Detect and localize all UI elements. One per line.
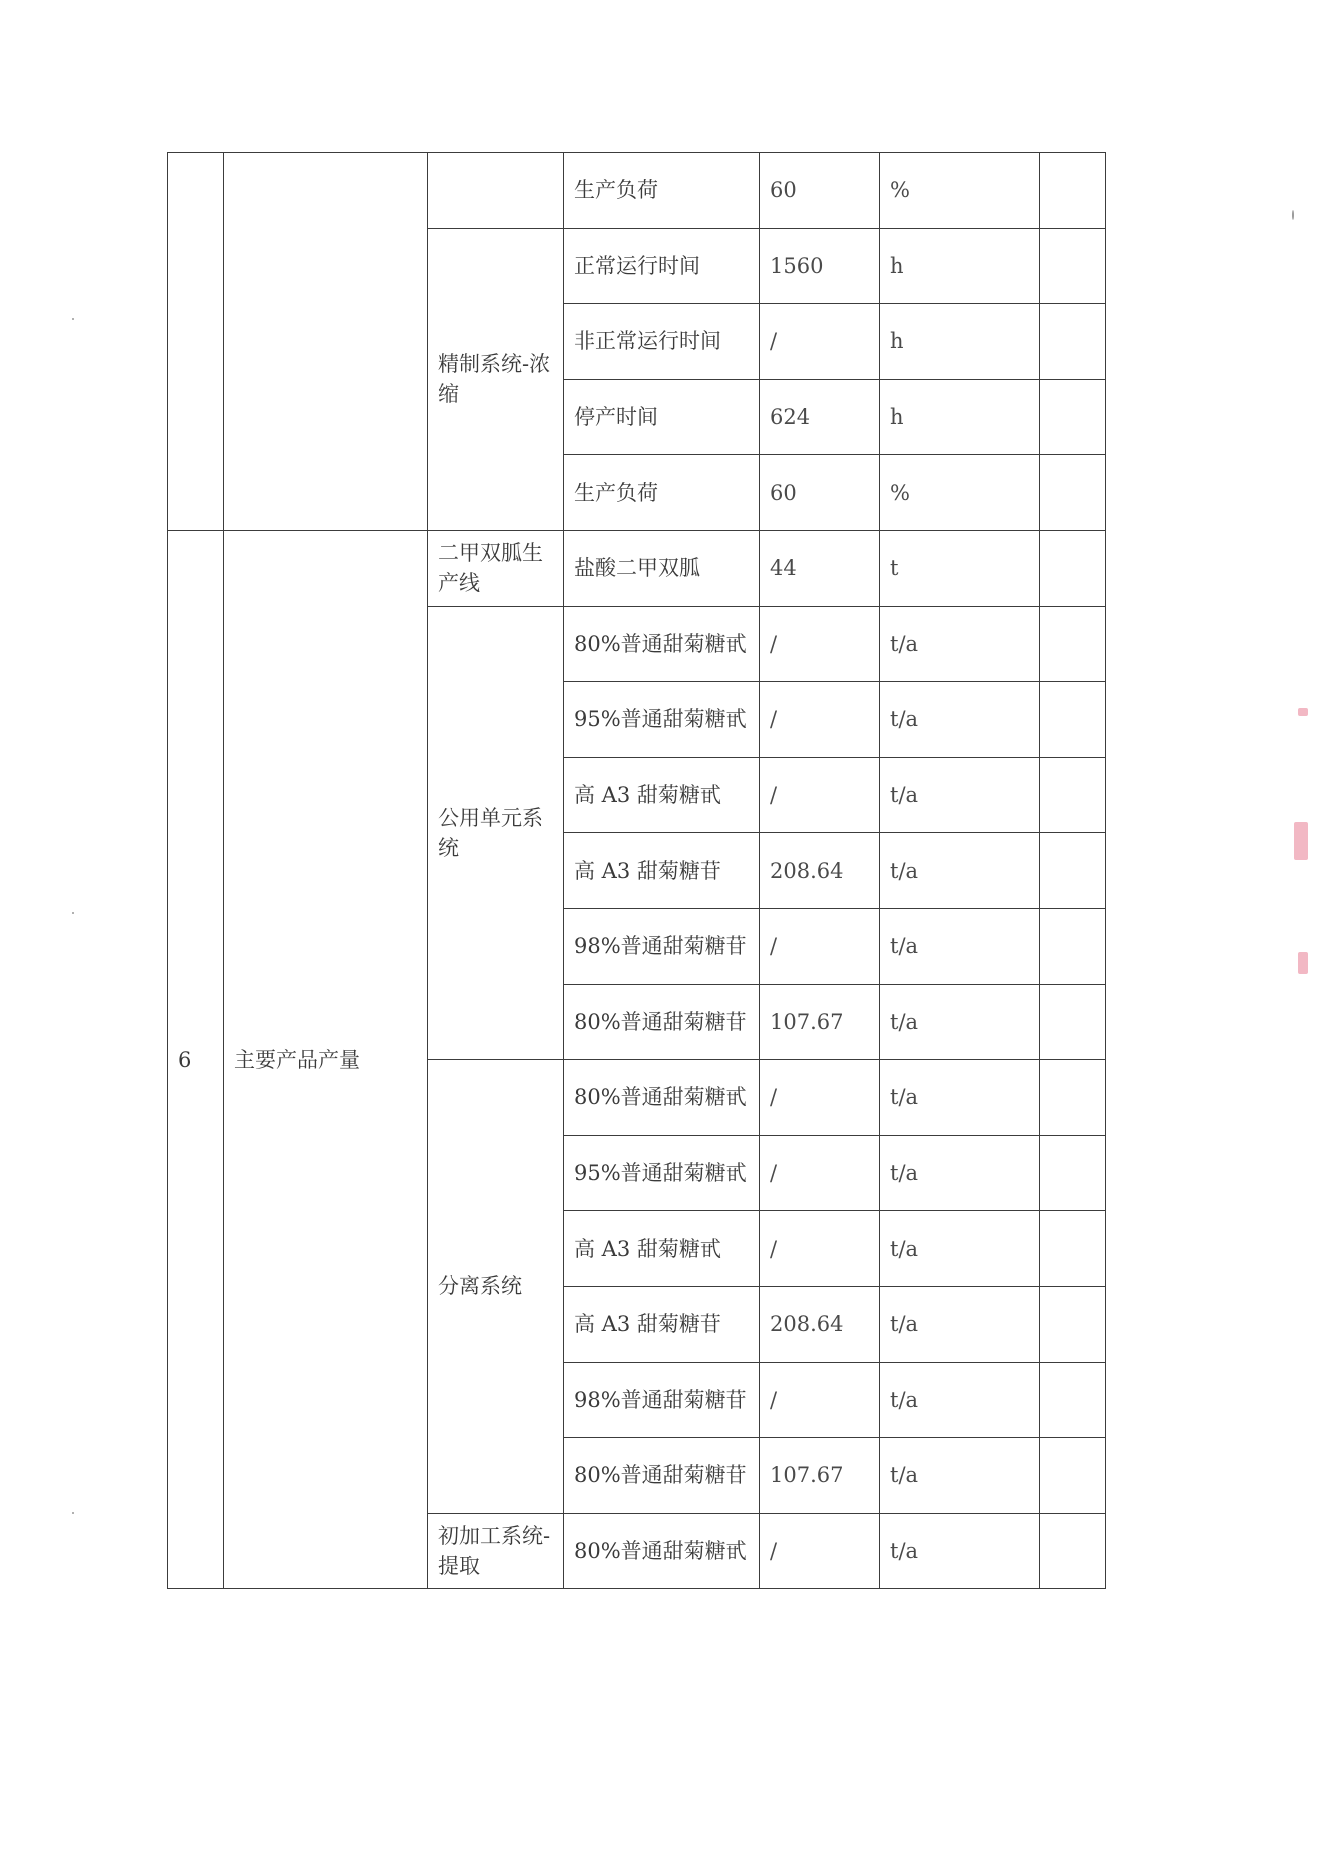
- unit-cell: t/a: [880, 1286, 1040, 1362]
- item-cell: 95%普通甜菊糖甙: [564, 1135, 760, 1211]
- remark-cell: [1040, 228, 1106, 304]
- unit-cell: t/a: [880, 984, 1040, 1060]
- value-cell: /: [760, 1513, 880, 1589]
- table-body: [168, 153, 1106, 1589]
- item-cell: 80%普通甜菊糖苷: [564, 1438, 760, 1514]
- item-cell: 98%普通甜菊糖苷: [564, 908, 760, 984]
- value-cell: /: [760, 1135, 880, 1211]
- remark-cell: [1040, 1362, 1106, 1438]
- remark-cell: [1040, 1135, 1106, 1211]
- value-cell: 208.64: [760, 833, 880, 909]
- group-cell: 精制系统-浓缩: [428, 228, 564, 530]
- unit-cell: t/a: [880, 682, 1040, 758]
- group-cell: 二甲双胍生产线: [428, 530, 564, 606]
- item-cell: 80%普通甜菊糖苷: [564, 984, 760, 1060]
- item-cell: 高 A3 甜菊糖苷: [564, 833, 760, 909]
- remark-cell: [1040, 833, 1106, 909]
- prev-section-number-cell: [168, 153, 224, 531]
- remark-cell: [1040, 153, 1106, 229]
- value-cell: /: [760, 908, 880, 984]
- value-cell: 107.67: [760, 984, 880, 1060]
- unit-cell: h: [880, 228, 1040, 304]
- remark-cell: [1040, 682, 1106, 758]
- value-cell: /: [760, 304, 880, 380]
- table-row: [168, 153, 1106, 229]
- unit-cell: t/a: [880, 908, 1040, 984]
- remark-cell: [1040, 1438, 1106, 1514]
- table-row: [168, 530, 1106, 606]
- unit-cell: h: [880, 304, 1040, 380]
- remark-cell: [1040, 455, 1106, 531]
- item-cell: 高 A3 甜菊糖甙: [564, 757, 760, 833]
- item-cell: 生产负荷: [564, 455, 760, 531]
- item-cell: 95%普通甜菊糖甙: [564, 682, 760, 758]
- prev-section-title-cell: [224, 153, 428, 531]
- red-stamp-fragment: [1294, 822, 1308, 860]
- item-cell: 80%普通甜菊糖甙: [564, 1513, 760, 1589]
- unit-cell: t: [880, 530, 1040, 606]
- remark-cell: [1040, 1286, 1106, 1362]
- item-cell: 非正常运行时间: [564, 304, 760, 380]
- value-cell: /: [760, 606, 880, 682]
- value-cell: /: [760, 682, 880, 758]
- value-cell: /: [760, 1362, 880, 1438]
- item-cell: 高 A3 甜菊糖苷: [564, 1286, 760, 1362]
- item-cell: 80%普通甜菊糖甙: [564, 606, 760, 682]
- item-cell: 停产时间: [564, 379, 760, 455]
- group-cell: [428, 153, 564, 229]
- value-cell: 208.64: [760, 1286, 880, 1362]
- unit-cell: t/a: [880, 1135, 1040, 1211]
- product-output-table: [167, 152, 1106, 1589]
- item-cell: 正常运行时间: [564, 228, 760, 304]
- section-number-cell: 6: [168, 530, 224, 1588]
- unit-cell: t/a: [880, 1362, 1040, 1438]
- scan-speck: [72, 1512, 74, 1514]
- group-cell: 分离系统: [428, 1060, 564, 1514]
- unit-cell: %: [880, 153, 1040, 229]
- value-cell: /: [760, 1211, 880, 1287]
- remark-cell: [1040, 1211, 1106, 1287]
- red-stamp-fragment: [1298, 708, 1308, 716]
- item-cell: 盐酸二甲双胍: [564, 530, 760, 606]
- scan-speck: [72, 912, 74, 914]
- item-cell: 高 A3 甜菊糖甙: [564, 1211, 760, 1287]
- red-stamp-fragment: [1298, 952, 1308, 974]
- remark-cell: [1040, 606, 1106, 682]
- remark-cell: [1040, 757, 1106, 833]
- remark-cell: [1040, 304, 1106, 380]
- value-cell: 44: [760, 530, 880, 606]
- unit-cell: t/a: [880, 757, 1040, 833]
- scan-speck: [1292, 210, 1294, 220]
- value-cell: 1560: [760, 228, 880, 304]
- unit-cell: %: [880, 455, 1040, 531]
- value-cell: 107.67: [760, 1438, 880, 1514]
- remark-cell: [1040, 1513, 1106, 1589]
- value-cell: 624: [760, 379, 880, 455]
- section-title-cell: 主要产品产量: [224, 530, 428, 1588]
- remark-cell: [1040, 379, 1106, 455]
- scan-speck: [72, 318, 74, 320]
- unit-cell: t/a: [880, 1211, 1040, 1287]
- value-cell: 60: [760, 455, 880, 531]
- unit-cell: t/a: [880, 1438, 1040, 1514]
- value-cell: /: [760, 757, 880, 833]
- unit-cell: h: [880, 379, 1040, 455]
- value-cell: 60: [760, 153, 880, 229]
- unit-cell: t/a: [880, 606, 1040, 682]
- item-cell: 80%普通甜菊糖甙: [564, 1060, 760, 1136]
- remark-cell: [1040, 908, 1106, 984]
- group-cell: 公用单元系统: [428, 606, 564, 1060]
- remark-cell: [1040, 984, 1106, 1060]
- remark-cell: [1040, 1060, 1106, 1136]
- unit-cell: t/a: [880, 1513, 1040, 1589]
- value-cell: /: [760, 1060, 880, 1136]
- group-cell: 初加工系统-提取: [428, 1513, 564, 1589]
- unit-cell: t/a: [880, 833, 1040, 909]
- item-cell: 生产负荷: [564, 153, 760, 229]
- unit-cell: t/a: [880, 1060, 1040, 1136]
- remark-cell: [1040, 530, 1106, 606]
- item-cell: 98%普通甜菊糖苷: [564, 1362, 760, 1438]
